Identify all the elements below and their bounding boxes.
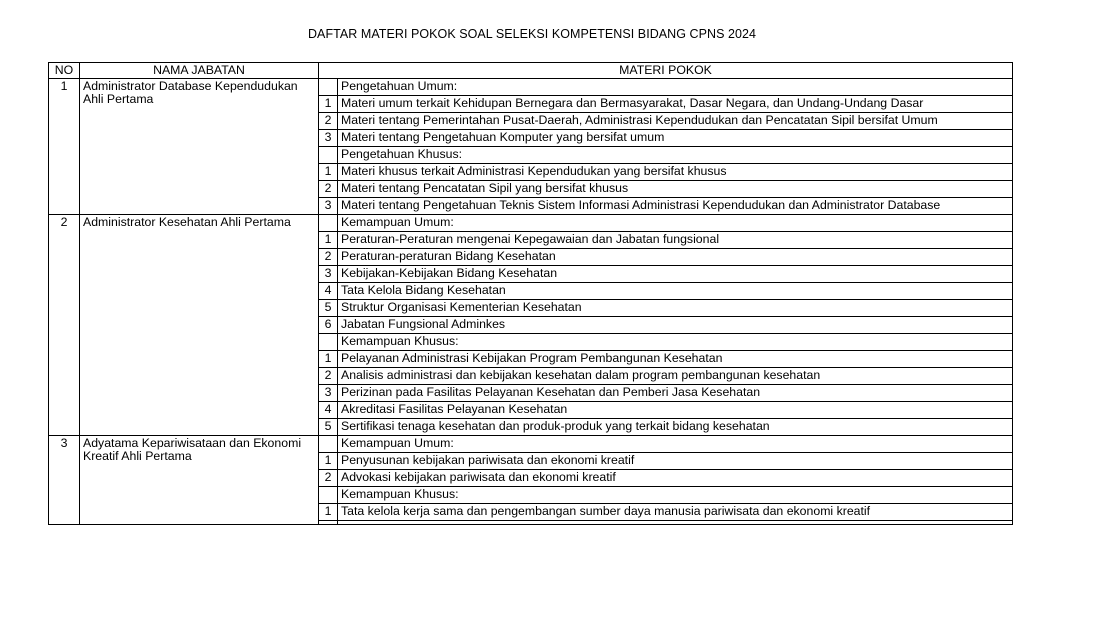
item-number: 3 — [319, 198, 338, 215]
header-no: NO — [49, 63, 80, 79]
section-heading: Pengetahuan Khusus: — [338, 147, 1013, 164]
item-number: 1 — [319, 232, 338, 249]
materi-item: Jabatan Fungsional Adminkes — [338, 317, 1013, 334]
section-heading: Kemampuan Umum: — [338, 215, 1013, 232]
header-nama-jabatan: NAMA JABATAN — [80, 63, 319, 79]
item-number: 5 — [319, 300, 338, 317]
materi-item: Penyusunan kebijakan pariwisata dan ekonomi kreatif — [338, 453, 1013, 470]
section-number-blank — [319, 147, 338, 164]
materi-item: Materi tentang Pengetahuan Teknis Sistem Informasi Administrasi Kependudukan dan Administrator Database — [338, 198, 1013, 215]
materi-item: Analisis administrasi dan kebijakan kesehatan dalam program pembangunan kesehatan — [338, 368, 1013, 385]
item-number: 1 — [319, 504, 338, 521]
table-body — [49, 79, 1013, 525]
jabatan-name: Administrator Database Kependudukan Ahli Pertama — [80, 79, 319, 215]
materi-item: Peraturan-Peraturan mengenai Kepegawaian dan Jabatan fungsional — [338, 232, 1013, 249]
item-number: 5 — [319, 419, 338, 436]
jabatan-name: Administrator Kesehatan Ahli Pertama — [80, 215, 319, 436]
item-number: 1 — [319, 164, 338, 181]
section-number-blank — [319, 79, 338, 96]
item-number: 1 — [319, 351, 338, 368]
jabatan-name: Adyatama Kepariwisataan dan Ekonomi Kreatif Ahli Pertama — [80, 436, 319, 525]
materi-pokok-table — [48, 62, 1013, 525]
item-number: 2 — [319, 181, 338, 198]
materi-item: Advokasi kebijakan pariwisata dan ekonomi kreatif — [338, 470, 1013, 487]
header-materi-pokok: MATERI POKOK — [319, 63, 1013, 79]
table-row — [49, 436, 1013, 453]
row-number: 2 — [49, 215, 80, 436]
item-number — [319, 521, 338, 525]
materi-item: Materi khusus terkait Administrasi Kependudukan yang bersifat khusus — [338, 164, 1013, 181]
table-row — [49, 215, 1013, 232]
section-heading: Pengetahuan Umum: — [338, 79, 1013, 96]
item-number: 3 — [319, 266, 338, 283]
table-row — [49, 79, 1013, 96]
item-number: 2 — [319, 470, 338, 487]
materi-item: Sertifikasi tenaga kesehatan dan produk-produk yang terkait bidang kesehatan — [338, 419, 1013, 436]
materi-item: Materi tentang Pencatatan Sipil yang bersifat khusus — [338, 181, 1013, 198]
item-number: 3 — [319, 130, 338, 147]
section-heading: Kemampuan Khusus: — [338, 334, 1013, 351]
item-number: 4 — [319, 283, 338, 300]
materi-item: Perizinan pada Fasilitas Pelayanan Kesehatan dan Pemberi Jasa Kesehatan — [338, 385, 1013, 402]
section-number-blank — [319, 215, 338, 232]
section-number-blank — [319, 436, 338, 453]
row-number: 3 — [49, 436, 80, 525]
item-number: 2 — [319, 113, 338, 130]
item-number: 1 — [319, 96, 338, 113]
materi-item: Struktur Organisasi Kementerian Kesehatan — [338, 300, 1013, 317]
materi-item: Peraturan-peraturan Bidang Kesehatan — [338, 249, 1013, 266]
materi-item: Kebijakan-Kebijakan Bidang Kesehatan — [338, 266, 1013, 283]
table-header-row — [49, 63, 1013, 79]
materi-item: Akreditasi Fasilitas Pelayanan Kesehatan — [338, 402, 1013, 419]
section-heading: Kemampuan Khusus: — [338, 487, 1013, 504]
materi-item: Materi tentang Pemerintahan Pusat-Daerah, Administrasi Kependudukan dan Pencatatan Sipil bersifat Umum — [338, 113, 1013, 130]
item-number: 2 — [319, 368, 338, 385]
materi-item — [338, 521, 1013, 525]
materi-item: Pelayanan Administrasi Kebijakan Program Pembangunan Kesehatan — [338, 351, 1013, 368]
section-heading: Kemampuan Umum: — [338, 436, 1013, 453]
item-number: 1 — [319, 453, 338, 470]
document-title: DAFTAR MATERI POKOK SOAL SELEKSI KOMPETENSI BIDANG CPNS 2024 — [307, 27, 757, 41]
item-number: 3 — [319, 385, 338, 402]
item-number: 4 — [319, 402, 338, 419]
materi-item: Tata kelola kerja sama dan pengembangan sumber daya manusia pariwisata dan ekonomi kreatif — [338, 504, 1013, 521]
materi-item: Materi umum terkait Kehidupan Bernegara dan Bermasyarakat, Dasar Negara, dan Undang-Undang Dasar — [338, 96, 1013, 113]
materi-item: Materi tentang Pengetahuan Komputer yang bersifat umum — [338, 130, 1013, 147]
section-number-blank — [319, 334, 338, 351]
item-number: 6 — [319, 317, 338, 334]
section-number-blank — [319, 487, 338, 504]
row-number: 1 — [49, 79, 80, 215]
materi-item: Tata Kelola Bidang Kesehatan — [338, 283, 1013, 300]
item-number: 2 — [319, 249, 338, 266]
